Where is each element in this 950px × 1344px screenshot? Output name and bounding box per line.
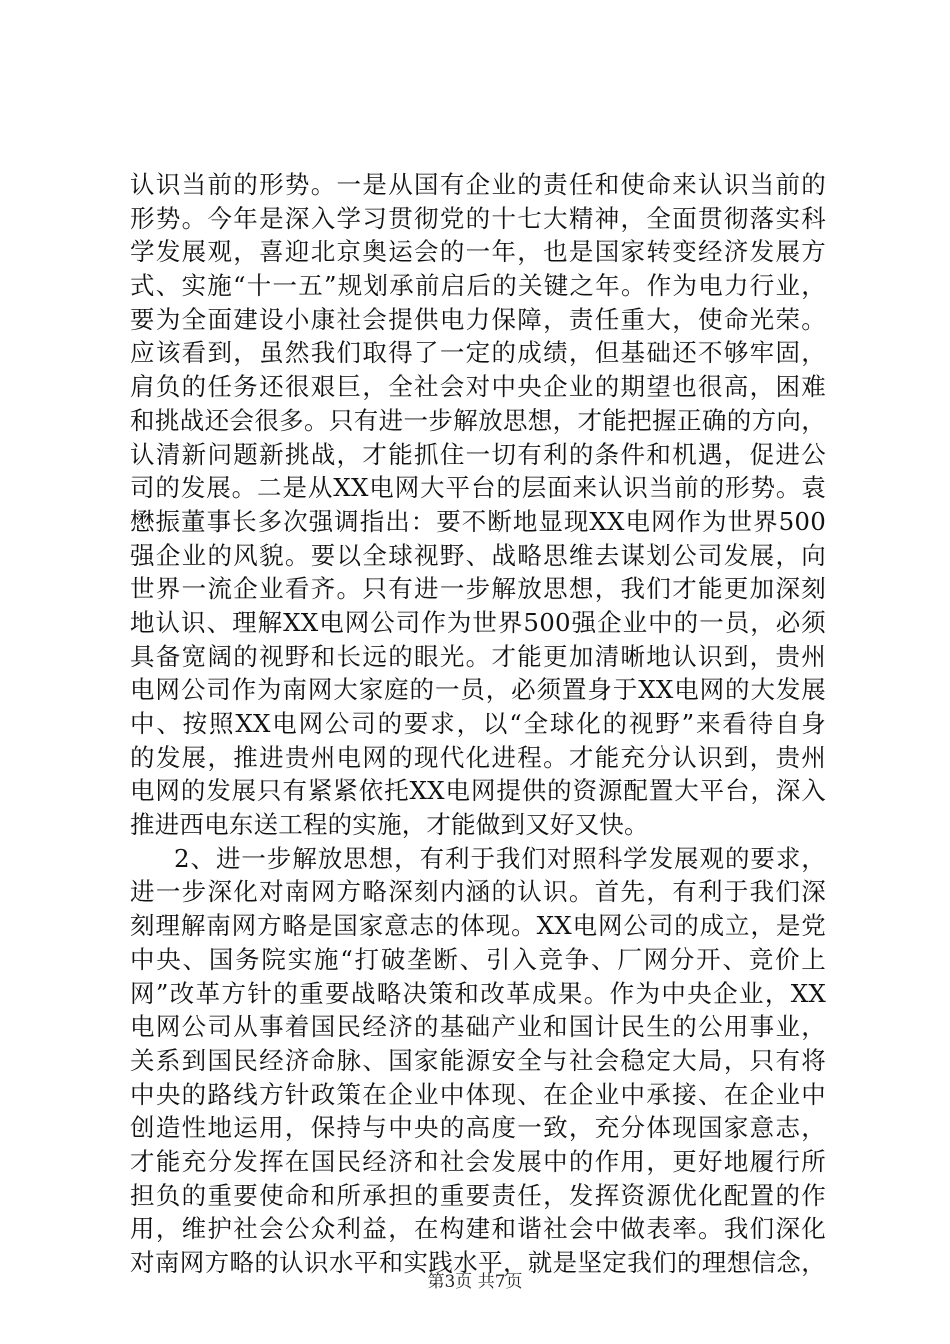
paragraph-end-line: 推进西电东送工程的实施，才能做到又好又快。 — [130, 810, 649, 840]
text-line: 对南网方略的认识水平和实践水平，就是坚定我们的理想信念， — [130, 1248, 826, 1277]
text-line: 肩负的任务还很艰巨，全社会对中央企业的期望也很高，困难 — [130, 372, 826, 402]
text-line: 关系到国民经济命脉、国家能源安全与社会稳定大局，只有将 — [130, 1045, 826, 1075]
text-line: 具备宽阔的视野和长远的眼光。才能更加清晰地认识到，贵州 — [130, 641, 826, 671]
text-line: 电网公司从事着国民经济的基础产业和国计民生的公用事业， — [130, 1012, 826, 1042]
text-line: 创造性地运用，保持与中央的高度一致，充分体现国家意志， — [130, 1113, 826, 1143]
text-line: 刻理解南网方略是国家意志的体现。XX电网公司的成立，是党 — [130, 911, 826, 941]
text-line: 学发展观，喜迎北京奥运会的一年，也是国家转变经济发展方 — [130, 237, 826, 267]
text-line: 形势。今年是深入学习贯彻党的十七大精神，全面贯彻落实科 — [130, 203, 826, 233]
text-line: 认识当前的形势。一是从国有企业的责任和使命来认识当前的 — [130, 170, 826, 199]
paragraph-start-line: 2、进一步解放思想，有利于我们对照科学发展观的要求， — [174, 843, 826, 873]
text-line: 才能充分发挥在国民经济和社会发展中的作用，更好地履行所 — [130, 1146, 826, 1176]
text-line: 网”改革方针的重要战略决策和改革成果。作为中央企业，XX — [130, 978, 826, 1008]
text-line: 认清新问题新挑战，才能抓住一切有利的条件和机遇，促进公 — [130, 439, 826, 469]
text-line: 强企业的风貌。要以全球视野、战略思维去谋划公司发展，向 — [130, 540, 826, 570]
page-number-footer: 第3页 共7页 — [427, 1272, 523, 1292]
text-line: 担负的重要使命和所承担的重要责任，发挥资源优化配置的作 — [130, 1180, 826, 1210]
text-line: 的发展，推进贵州电网的现代化进程。才能充分认识到，贵州 — [130, 742, 826, 772]
text-line: 用，维护社会公众利益，在构建和谐社会中做表率。我们深化 — [130, 1214, 826, 1244]
text-line: 电网的发展只有紧紧依托XX电网提供的资源配置大平台，深入 — [130, 776, 826, 806]
text-line: 式、实施“十一五”规划承前启后的关键之年。作为电力行业， — [130, 271, 826, 301]
text-line: 要为全面建设小康社会提供电力保障，责任重大，使命光荣。 — [130, 304, 826, 334]
body-text — [130, 168, 826, 1280]
text-line: 电网公司作为南网大家庭的一员，必须置身于XX电网的大发展 — [130, 675, 826, 705]
text-line: 进一步深化对南网方略深刻内涵的认识。首先，有利于我们深 — [130, 877, 826, 907]
text-line: 和挑战还会很多。只有进一步解放思想，才能把握正确的方向， — [130, 405, 826, 435]
text-line: 应该看到，虽然我们取得了一定的成绩，但基础还不够牢固， — [130, 338, 826, 368]
text-line: 司的发展。二是从XX电网大平台的层面来认识当前的形势。袁 — [130, 473, 826, 503]
text-line: 中央、国务院实施“打破垄断、引入竞争、厂网分开、竞价上 — [130, 944, 826, 974]
text-line: 中央的路线方针政策在企业中体现、在企业中承接、在企业中 — [130, 1079, 826, 1109]
text-line: 地认识、理解XX电网公司作为世界500强企业中的一员，必须 — [130, 607, 826, 637]
text-line: 懋振董事长多次强调指出：要不断地显现XX电网作为世界500 — [130, 506, 826, 536]
text-line: 世界一流企业看齐。只有进一步解放思想，我们才能更加深刻 — [130, 574, 826, 604]
text-line: 中、按照XX电网公司的要求，以“全球化的视野”来看待自身 — [130, 709, 826, 738]
